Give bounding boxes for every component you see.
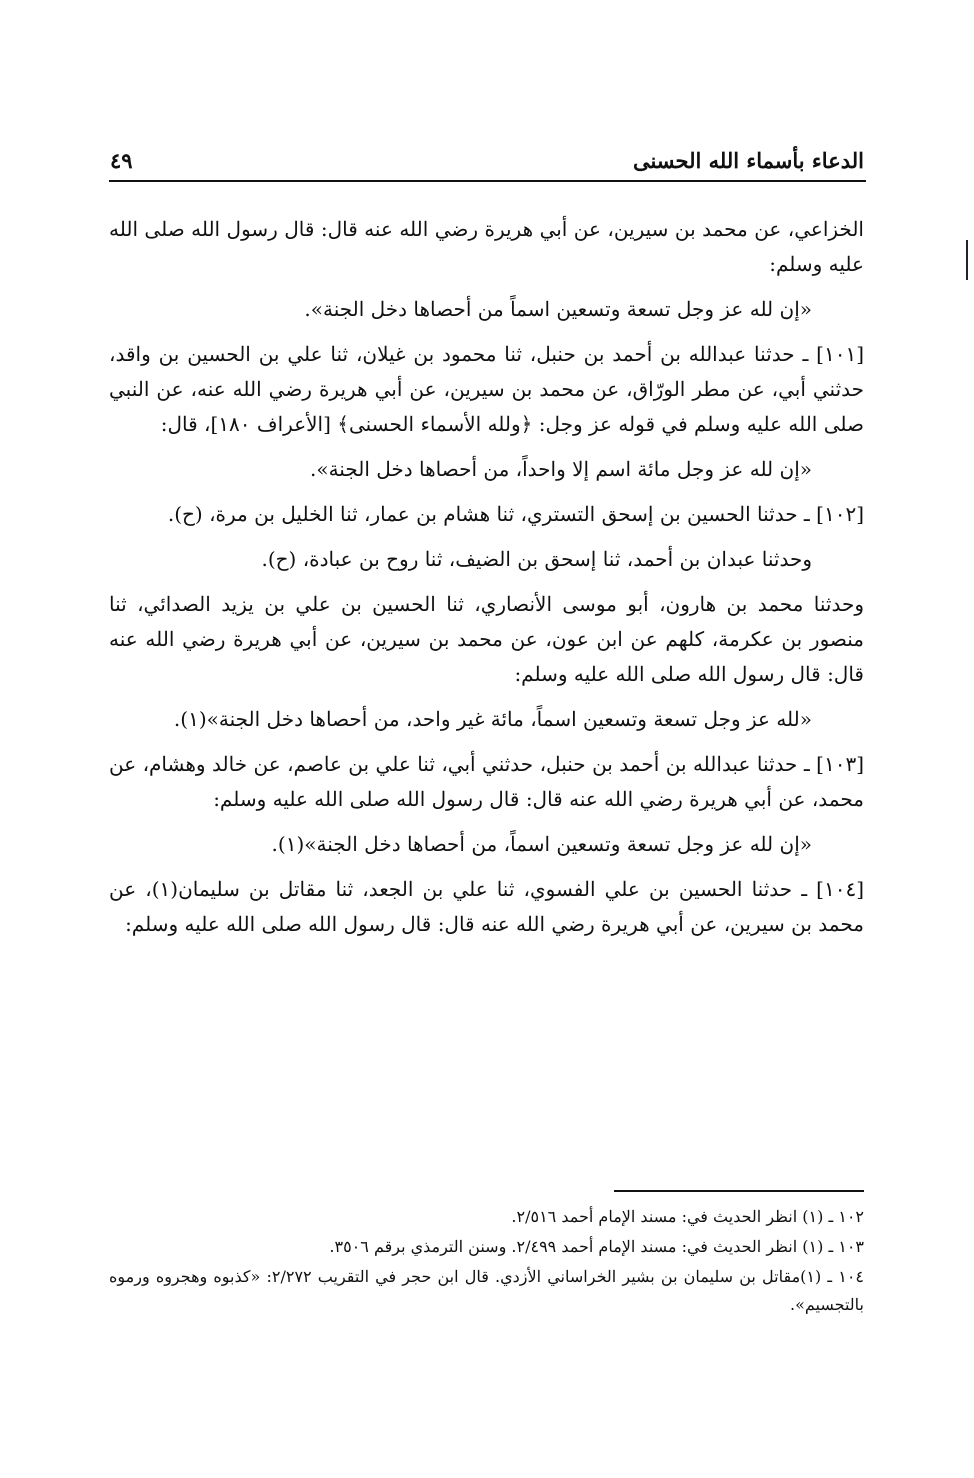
page-number: ٤٩ [110, 148, 133, 173]
paragraph: [١٠٤] ـ حدثنا الحسين بن علي الفسوي، ثنا علي بن الجعد، ثنا مقاتل بن سليمان(١)، عن محمد بن سيرين، عن أبي هريرة رضي الله عنه قال: قال رسول الله صلى الله عليه وسلم: [109, 877, 864, 936]
footnote: ١٠٣ ـ (١) انظر الحديث في: مسند الإمام أحمد ٢/٤٩٩. وسنن الترمذي برقم ٣٥٠٦. [329, 1237, 864, 1256]
margin-mark [966, 240, 968, 280]
main-text [109, 212, 864, 952]
hadith-quote: «إن لله عز وجل مائة اسم إلا واحداً، من أحصاها دخل الجنة». [309, 457, 812, 481]
hadith-quote: «إن لله عز وجل تسعة وتسعين اسماً من أحصاها دخل الجنة». [304, 297, 812, 321]
footnote: ١٠٢ ـ (١) انظر الحديث في: مسند الإمام أحمد ٢/٥١٦. [511, 1207, 864, 1226]
paragraph: وحدثنا محمد بن هارون، أبو موسى الأنصاري، ثنا الحسين بن علي بن يزيد الصدائي، ثنا منصور بن عكرمة، كلهم عن ابن عون، عن محمد بن سيرين، عن أبي هريرة رضي الله عنه قال: قال رسول الله صلى الله عليه وسلم: [109, 592, 864, 686]
paragraph: وحدثنا عبدان بن أحمد، ثنا إسحق بن الضيف، ثنا روح بن عبادة، (ح). [261, 547, 812, 571]
running-header [110, 142, 864, 182]
footnote-rule [614, 1190, 864, 1192]
running-header-title: الدعاء بأسماء الله الحسنى [632, 148, 864, 173]
footnotes [109, 1203, 864, 1321]
paragraph: الخزاعي، عن محمد بن سيرين، عن أبي هريرة رضي الله عنه قال: قال رسول الله صلى الله عليه وسلم: [109, 217, 864, 276]
footnote: ١٠٤ ـ (١)مقاتل بن سليمان بن بشير الخراساني الأزدي. قال ابن حجر في التقريب ٢/٢٧٢: «كذبوه وهجروه ورموه بالتجسيم». [109, 1267, 865, 1314]
hadith-quote: «إن لله عز وجل تسعة وتسعين اسماً، من أحصاها دخل الجنة»(١). [271, 832, 812, 856]
paragraph: [١٠١] ـ حدثنا عبدالله بن أحمد بن حنبل، ثنا محمود بن غيلان، ثنا علي بن الحسين بن واقد، حدثني أبي، عن مطر الورّاق، عن محمد بن سيرين، عن أبي هريرة رضي الله عنه، عن النبي صلى الله عليه وسلم في قوله عز وجل: ﴿ولله الأسماء الحسنى﴾ [الأعراف ١٨٠]، قال: [109, 342, 864, 436]
hadith-quote: «لله عز وجل تسعة وتسعين اسماً، مائة غير واحد، من أحصاها دخل الجنة»(١). [173, 707, 812, 731]
header-rule [109, 180, 866, 182]
paragraph: [١٠٣] ـ حدثنا عبدالله بن أحمد بن حنبل، حدثني أبي، ثنا علي بن عاصم، عن خالد وهشام، عن محمد، عن أبي هريرة رضي الله عنه قال: قال رسول الله صلى الله عليه وسلم: [109, 752, 864, 811]
paragraph: [١٠٢] ـ حدثنا الحسين بن إسحق التستري، ثنا هشام بن عمار، ثنا الخليل بن مرة، (ح). [167, 502, 864, 526]
